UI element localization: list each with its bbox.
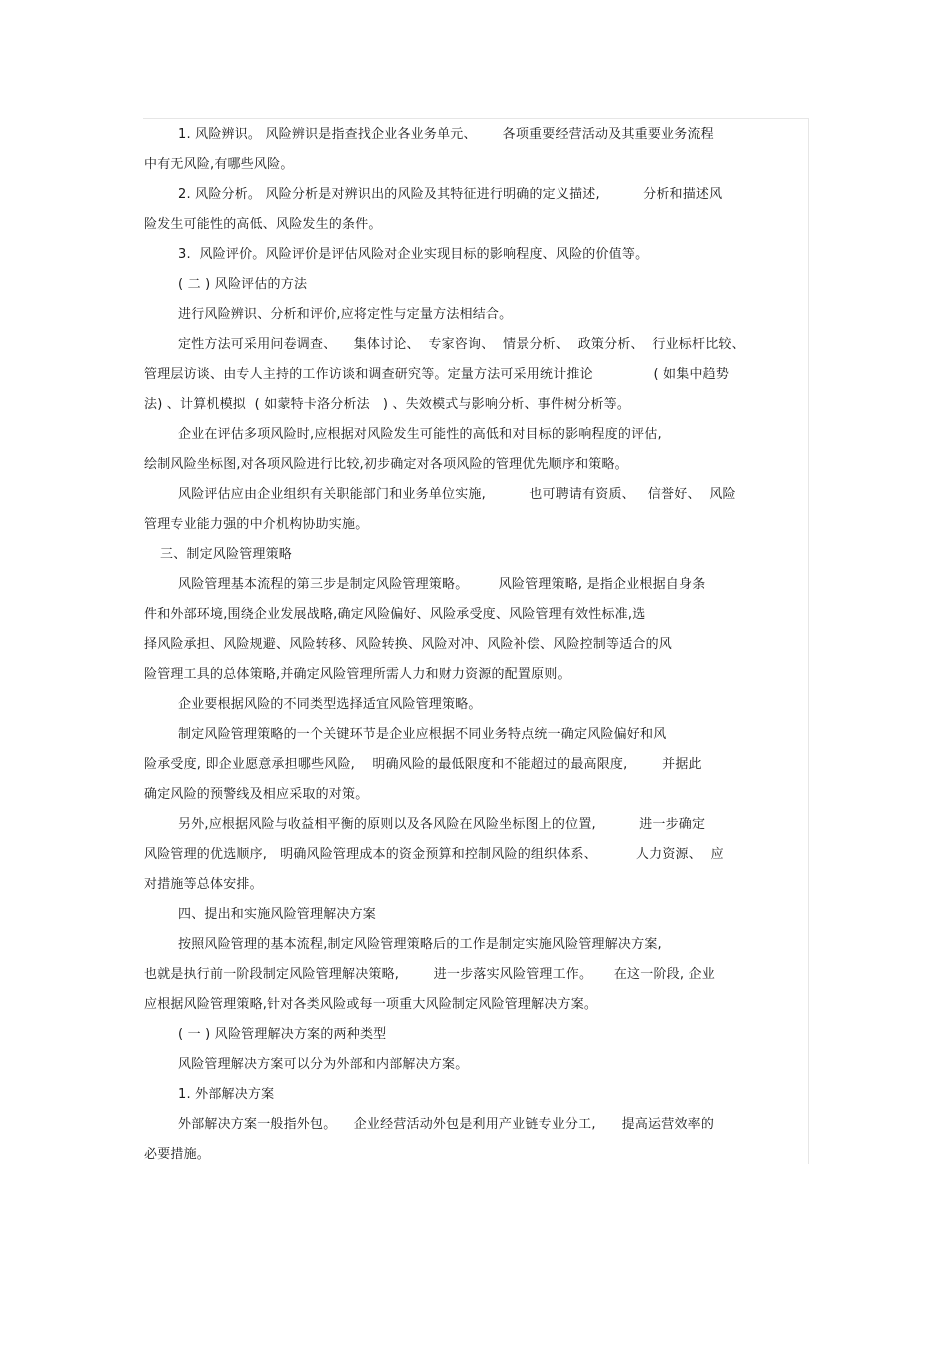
paragraph-line: 另外,应根据风险与收益相平衡的原则以及各风险在风险坐标图上的位置, 进一步确定 xyxy=(178,817,706,832)
section-heading: ( 一 ) 风险管理解决方案的两种类型 xyxy=(178,1027,387,1042)
paragraph-line: 风险管理基本流程的第三步是制定风险管理策略。 风险管理策略, 是指企业根据自身条 xyxy=(178,577,706,592)
section-heading: ( 二 ) 风险评估的方法 xyxy=(178,277,308,292)
section-heading: 三、制定风险管理策略 xyxy=(160,547,293,562)
paragraph-line: 2. 风险分析。 风险分析是对辨识出的风险及其特征进行明确的定义描述, 分析和描述风 xyxy=(178,187,723,202)
paragraph-line: 按照风险管理的基本流程,制定风险管理策略后的工作是制定实施风险管理解决方案, xyxy=(178,937,662,952)
paragraph-line: 外部解决方案一般指外包。 企业经营活动外包是利用产业链专业分工, 提高运营效率的 xyxy=(178,1117,715,1132)
paragraph-line: 险承受度, 即企业愿意承担哪些风险, 明确风险的最低限度和不能超过的最高限度, 并据此 xyxy=(144,757,702,772)
paragraph-line: 件和外部环境,围绕企业发展战略,确定风险偏好、风险承受度、风险管理有效性标准,选 xyxy=(144,607,646,622)
paragraph-line: 险管理工具的总体策略,并确定风险管理所需人力和财力资源的配置原则。 xyxy=(144,667,571,682)
paragraph-line: 对措施等总体安排。 xyxy=(144,877,263,892)
paragraph-line: 风险评估应由企业组织有关职能部门和业务单位实施, 也可聘请有资质、 信誉好、 风险 xyxy=(178,487,736,502)
paragraph-line: 风险管理的优选顺序, 明确风险管理成本的资金预算和控制风险的组织体系、 人力资源、 应 xyxy=(144,847,724,862)
paragraph-line: 择风险承担、风险规避、风险转移、风险转换、风险对冲、风险补偿、风险控制等适合的风 xyxy=(144,637,673,652)
paragraph-line: 管理专业能力强的中介机构协助实施。 xyxy=(144,517,369,532)
paragraph-line: 企业要根据风险的不同类型选择适宜风险管理策略。 xyxy=(178,697,482,712)
section-heading: 四、提出和实施风险管理解决方案 xyxy=(178,907,377,922)
paragraph-line: 企业在评估多项风险时,应根据对风险发生可能性的高低和对目标的影响程度的评估, xyxy=(178,427,662,442)
paragraph-line: 制定风险管理策略的一个关键环节是企业应根据不同业务特点统一确定风险偏好和风 xyxy=(178,727,667,742)
paragraph-line: 也就是执行前一阶段制定风险管理解决策略, 进一步落实风险管理工作。 在这一阶段, 企业 xyxy=(144,967,715,982)
paragraph-line: 确定风险的预警线及相应采取的对策。 xyxy=(144,787,369,802)
paragraph-line: 风险管理解决方案可以分为外部和内部解决方案。 xyxy=(178,1057,469,1072)
paragraph-line: 管理层访谈、由专人主持的工作访谈和调查研究等。定量方法可采用统计推论 ( 如集中趋势 xyxy=(144,367,730,382)
paragraph-line: 必要措施。 xyxy=(144,1147,211,1162)
paragraph-line: 3. 风险评价。风险评价是评估风险对企业实现目标的影响程度、风险的价值等。 xyxy=(178,247,649,262)
paragraph-line: 险发生可能性的高低、风险发生的条件。 xyxy=(144,217,382,232)
paragraph-line: 法) 、计算机模拟 ( 如蒙特卡洛分析法 ) 、失效模式与影响分析、事件树分析等。 xyxy=(144,397,631,412)
paragraph-line: 绘制风险坐标图,对各项风险进行比较,初步确定对各项风险的管理优先顺序和策略。 xyxy=(144,457,628,472)
paragraph-line: 应根据风险管理策略,针对各类风险或每一项重大风险制定风险管理解决方案。 xyxy=(144,997,598,1012)
paragraph-line: 1. 风险辨识。 风险辨识是指查找企业各业务单元、 各项重要经营活动及其重要业务流程 xyxy=(178,127,714,142)
paragraph-line: 定性方法可采用问卷调查、 集体讨论、 专家咨询、 情景分析、 政策分析、 行业标杆比较、 xyxy=(178,337,745,352)
paragraph-line: 中有无风险,有哪些风险。 xyxy=(144,157,294,172)
paragraph-line: 进行风险辨识、分析和评价,应将定性与定量方法相结合。 xyxy=(178,307,513,322)
section-heading: 1. 外部解决方案 xyxy=(178,1087,275,1102)
